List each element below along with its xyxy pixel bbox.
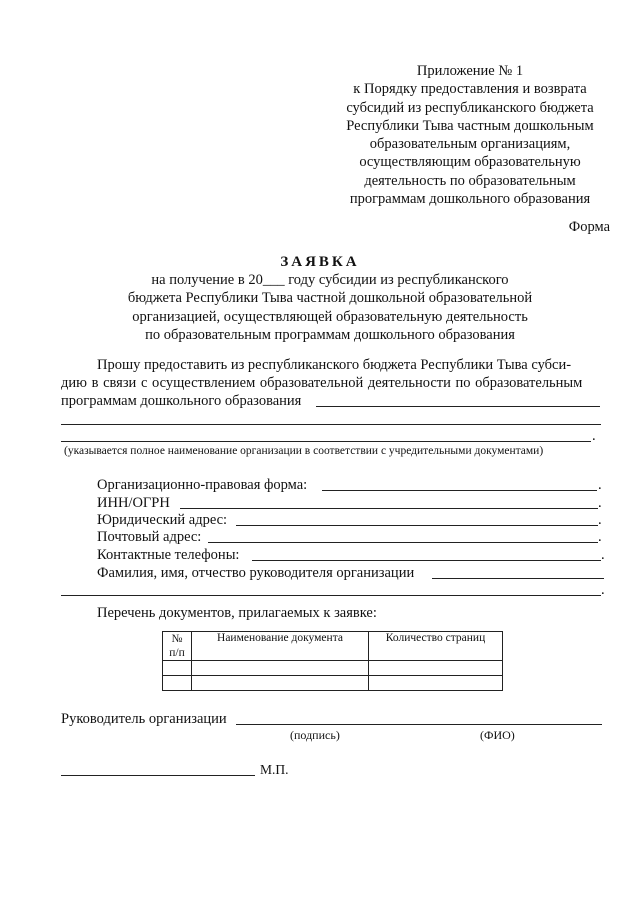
stamp-line[interactable] bbox=[61, 775, 255, 776]
legal-form-field[interactable] bbox=[322, 490, 597, 491]
period: . bbox=[592, 428, 596, 444]
appendix-line: программам дошкольного образования bbox=[349, 191, 591, 208]
request-line-3: программам дошкольного образования bbox=[61, 393, 302, 409]
request-line-1: Прошу предоставить из республиканского бюджета Республики Тыва субси- bbox=[97, 357, 572, 373]
head-name-label: Фамилия, имя, отчество руководителя организации bbox=[97, 565, 415, 581]
org-name-field-3[interactable] bbox=[61, 441, 591, 442]
subtitle-line: по образовательным программам дошкольного образования bbox=[145, 326, 515, 343]
period: . bbox=[598, 512, 602, 528]
appendix-line: субсидий из республиканского бюджета bbox=[346, 99, 594, 116]
subtitle-line: на получение в 20___ году субсидии из республиканского bbox=[151, 272, 509, 288]
postal-address-field[interactable] bbox=[208, 542, 598, 543]
docs-list-label: Перечень документов, прилагаемых к заявке: bbox=[97, 605, 377, 621]
sign-hint: (подпись) bbox=[290, 728, 340, 742]
inn-field[interactable] bbox=[180, 508, 598, 509]
table-cell[interactable] bbox=[163, 676, 192, 691]
period: . bbox=[598, 477, 602, 493]
table-row bbox=[163, 676, 503, 691]
appendix-line: Республики Тыва частным дошкольным bbox=[346, 117, 594, 134]
appendix-line: к Порядку предоставления и возврата bbox=[353, 81, 587, 98]
appendix-header bbox=[330, 62, 610, 208]
period: . bbox=[601, 547, 605, 563]
header-number: № п/п bbox=[163, 632, 192, 661]
period: . bbox=[601, 582, 605, 598]
phones-label: Контактные телефоны: bbox=[97, 547, 240, 563]
table-cell[interactable] bbox=[192, 676, 369, 691]
table-row bbox=[163, 661, 503, 676]
appendix-line: Приложение № 1 bbox=[416, 63, 524, 79]
table-cell[interactable] bbox=[369, 676, 503, 691]
table-cell[interactable] bbox=[163, 661, 192, 676]
subtitle-line: бюджета Республики Тыва частной дошкольной образовательной bbox=[127, 290, 533, 307]
period: . bbox=[598, 495, 602, 511]
request-line-2: дию в связи с осуществлением образовательной деятельности по образовательным bbox=[61, 375, 583, 391]
inn-label: ИНН/ОГРН bbox=[97, 495, 170, 511]
org-name-hint: (указывается полное наименование организации в соответствии с учредительными документами) bbox=[64, 445, 544, 457]
legal-address-label: Юридический адрес: bbox=[97, 512, 228, 528]
header-page-count: Количество страниц bbox=[369, 632, 503, 661]
form-label: Форма bbox=[568, 219, 610, 235]
org-name-field-2[interactable] bbox=[61, 424, 601, 425]
legal-address-field[interactable] bbox=[236, 525, 598, 526]
phones-field[interactable] bbox=[252, 560, 601, 561]
appendix-line: осуществляющим образовательную bbox=[359, 154, 581, 171]
document-subtitle bbox=[60, 271, 600, 344]
signature-field[interactable] bbox=[236, 724, 602, 725]
appendix-line: деятельность по образовательным bbox=[364, 172, 576, 189]
documents-table bbox=[162, 631, 503, 691]
table-header-row bbox=[163, 632, 503, 661]
period: . bbox=[598, 529, 602, 545]
appendix-line: образовательным организациям, bbox=[369, 136, 571, 153]
document-title: ЗАЯВКА bbox=[280, 254, 360, 270]
subtitle-line: организацией, осуществляющей образовательную деятельность bbox=[132, 308, 528, 325]
stamp-label: М.П. bbox=[260, 762, 289, 777]
head-name-field-2[interactable] bbox=[61, 595, 601, 596]
legal-form-label: Организационно-правовая форма: bbox=[97, 477, 308, 493]
table-cell[interactable] bbox=[369, 661, 503, 676]
head-name-field-1[interactable] bbox=[432, 578, 604, 579]
name-hint: (ФИО) bbox=[480, 728, 515, 742]
org-name-field-1[interactable] bbox=[316, 406, 600, 407]
signature-label: Руководитель организации bbox=[61, 711, 227, 727]
postal-address-label: Почтовый адрес: bbox=[97, 529, 202, 545]
table-cell[interactable] bbox=[192, 661, 369, 676]
header-document-name: Наименование документа bbox=[192, 632, 369, 661]
